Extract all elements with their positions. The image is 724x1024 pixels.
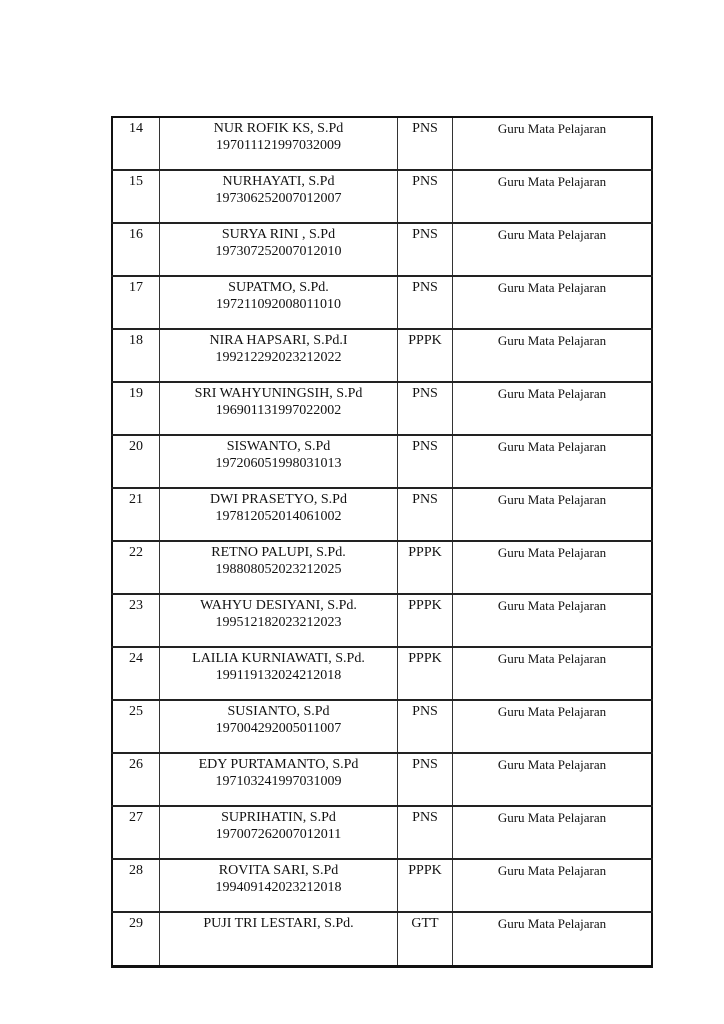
staff-name: NURHAYATI, S.Pd bbox=[222, 174, 335, 189]
staff-nip: 199409142023212018 bbox=[215, 880, 342, 895]
staff-role: Guru Mata Pelajaran bbox=[453, 647, 653, 700]
staff-nip: 199212292023212022 bbox=[215, 350, 342, 365]
employment-status: PNS bbox=[398, 382, 453, 435]
staff-name: SUPATMO, S.Pd. bbox=[228, 280, 329, 295]
table-row bbox=[112, 912, 652, 967]
row-number: 21 bbox=[112, 488, 160, 541]
staff-name-cell bbox=[160, 541, 398, 594]
staff-name-cell bbox=[160, 117, 398, 170]
table-row bbox=[112, 329, 652, 382]
staff-name: EDY PURTAMANTO, S.Pd bbox=[198, 757, 359, 772]
row-number: 27 bbox=[112, 806, 160, 859]
staff-role: Guru Mata Pelajaran bbox=[453, 912, 653, 967]
row-number: 18 bbox=[112, 329, 160, 382]
staff-name: RETNO PALUPI, S.Pd. bbox=[211, 545, 346, 560]
row-number: 23 bbox=[112, 594, 160, 647]
staff-name-cell bbox=[160, 647, 398, 700]
staff-name-cell bbox=[160, 382, 398, 435]
table-row bbox=[112, 594, 652, 647]
staff-role: Guru Mata Pelajaran bbox=[453, 117, 653, 170]
row-number: 22 bbox=[112, 541, 160, 594]
staff-nip: 197307252007012010 bbox=[215, 244, 342, 259]
staff-nip: 197306252007012007 bbox=[215, 191, 342, 206]
staff-nip: 197103241997031009 bbox=[215, 774, 342, 789]
staff-role: Guru Mata Pelajaran bbox=[453, 594, 653, 647]
table-row bbox=[112, 753, 652, 806]
staff-role: Guru Mata Pelajaran bbox=[453, 700, 653, 753]
staff-name: SURYA RINI , S.Pd bbox=[221, 227, 336, 242]
staff-role: Guru Mata Pelajaran bbox=[453, 806, 653, 859]
table-row bbox=[112, 435, 652, 488]
staff-role: Guru Mata Pelajaran bbox=[453, 329, 653, 382]
employment-status: PNS bbox=[398, 700, 453, 753]
staff-name: SRI WAHYUNINGSIH, S.Pd bbox=[194, 386, 363, 401]
table-row bbox=[112, 170, 652, 223]
staff-name-cell bbox=[160, 276, 398, 329]
employment-status: PPPK bbox=[398, 594, 453, 647]
table-row bbox=[112, 541, 652, 594]
employment-status: PNS bbox=[398, 117, 453, 170]
table-row bbox=[112, 859, 652, 912]
table-row bbox=[112, 117, 652, 170]
staff-name: ROVITA SARI, S.Pd bbox=[218, 863, 339, 878]
table-row bbox=[112, 276, 652, 329]
staff-role: Guru Mata Pelajaran bbox=[453, 488, 653, 541]
staff-name-cell bbox=[160, 170, 398, 223]
staff-nip: 199119132024212018 bbox=[215, 668, 342, 683]
table-row bbox=[112, 700, 652, 753]
staff-table bbox=[111, 116, 653, 968]
employment-status: PNS bbox=[398, 223, 453, 276]
employment-status: PPPK bbox=[398, 541, 453, 594]
staff-name-cell bbox=[160, 594, 398, 647]
row-number: 17 bbox=[112, 276, 160, 329]
staff-name: SUSIANTO, S.Pd bbox=[227, 704, 330, 719]
row-number: 14 bbox=[112, 117, 160, 170]
row-number: 28 bbox=[112, 859, 160, 912]
staff-name-cell bbox=[160, 753, 398, 806]
staff-role: Guru Mata Pelajaran bbox=[453, 170, 653, 223]
staff-name-cell bbox=[160, 859, 398, 912]
staff-nip: 197004292005011007 bbox=[215, 721, 342, 736]
staff-nip: 197812052014061002 bbox=[215, 509, 342, 524]
employment-status: PPPK bbox=[398, 329, 453, 382]
staff-name-cell bbox=[160, 223, 398, 276]
staff-name: NUR ROFIK KS, S.Pd bbox=[213, 121, 344, 136]
staff-name: DWI PRASETYO, S.Pd bbox=[210, 492, 347, 507]
staff-name: WAHYU DESIYANI, S.Pd. bbox=[200, 598, 357, 613]
staff-table-body bbox=[112, 117, 652, 967]
staff-name-cell bbox=[160, 488, 398, 541]
staff-role: Guru Mata Pelajaran bbox=[453, 382, 653, 435]
staff-role: Guru Mata Pelajaran bbox=[453, 435, 653, 488]
employment-status: PPPK bbox=[398, 647, 453, 700]
employment-status: PNS bbox=[398, 753, 453, 806]
staff-role: Guru Mata Pelajaran bbox=[453, 753, 653, 806]
staff-name-cell bbox=[160, 435, 398, 488]
employment-status: PNS bbox=[398, 488, 453, 541]
table-row bbox=[112, 806, 652, 859]
row-number: 26 bbox=[112, 753, 160, 806]
employment-status: PNS bbox=[398, 806, 453, 859]
employment-status: PNS bbox=[398, 435, 453, 488]
staff-role: Guru Mata Pelajaran bbox=[453, 541, 653, 594]
staff-nip: 199512182023212023 bbox=[215, 615, 342, 630]
staff-name: PUJI TRI LESTARI, S.Pd. bbox=[203, 916, 354, 931]
staff-nip: 196901131997022002 bbox=[215, 403, 342, 418]
staff-role: Guru Mata Pelajaran bbox=[453, 276, 653, 329]
row-number: 20 bbox=[112, 435, 160, 488]
staff-nip: 197007262007012011 bbox=[215, 827, 342, 842]
row-number: 15 bbox=[112, 170, 160, 223]
row-number: 29 bbox=[112, 912, 160, 967]
employment-status: PPPK bbox=[398, 859, 453, 912]
staff-name: NIRA HAPSARI, S.Pd.I bbox=[209, 333, 348, 348]
table-row bbox=[112, 647, 652, 700]
row-number: 16 bbox=[112, 223, 160, 276]
staff-role: Guru Mata Pelajaran bbox=[453, 859, 653, 912]
staff-name-cell bbox=[160, 700, 398, 753]
staff-nip: 197211092008011010 bbox=[216, 297, 341, 312]
table-row bbox=[112, 488, 652, 541]
row-number: 25 bbox=[112, 700, 160, 753]
staff-name: SUPRIHATIN, S.Pd bbox=[221, 810, 336, 825]
employment-status: GTT bbox=[398, 912, 453, 967]
table-row bbox=[112, 223, 652, 276]
staff-name-cell bbox=[160, 806, 398, 859]
staff-name: LAILIA KURNIAWATI, S.Pd. bbox=[192, 651, 365, 666]
staff-name: SISWANTO, S.Pd bbox=[226, 439, 331, 454]
staff-nip: 197206051998031013 bbox=[215, 456, 342, 471]
employment-status: PNS bbox=[398, 276, 453, 329]
staff-name-cell bbox=[160, 912, 398, 967]
staff-nip: 198808052023212025 bbox=[215, 562, 342, 577]
staff-nip: 197011121997032009 bbox=[216, 138, 341, 153]
row-number: 19 bbox=[112, 382, 160, 435]
row-number: 24 bbox=[112, 647, 160, 700]
staff-name-cell bbox=[160, 329, 398, 382]
table-row bbox=[112, 382, 652, 435]
staff-role: Guru Mata Pelajaran bbox=[453, 223, 653, 276]
employment-status: PNS bbox=[398, 170, 453, 223]
